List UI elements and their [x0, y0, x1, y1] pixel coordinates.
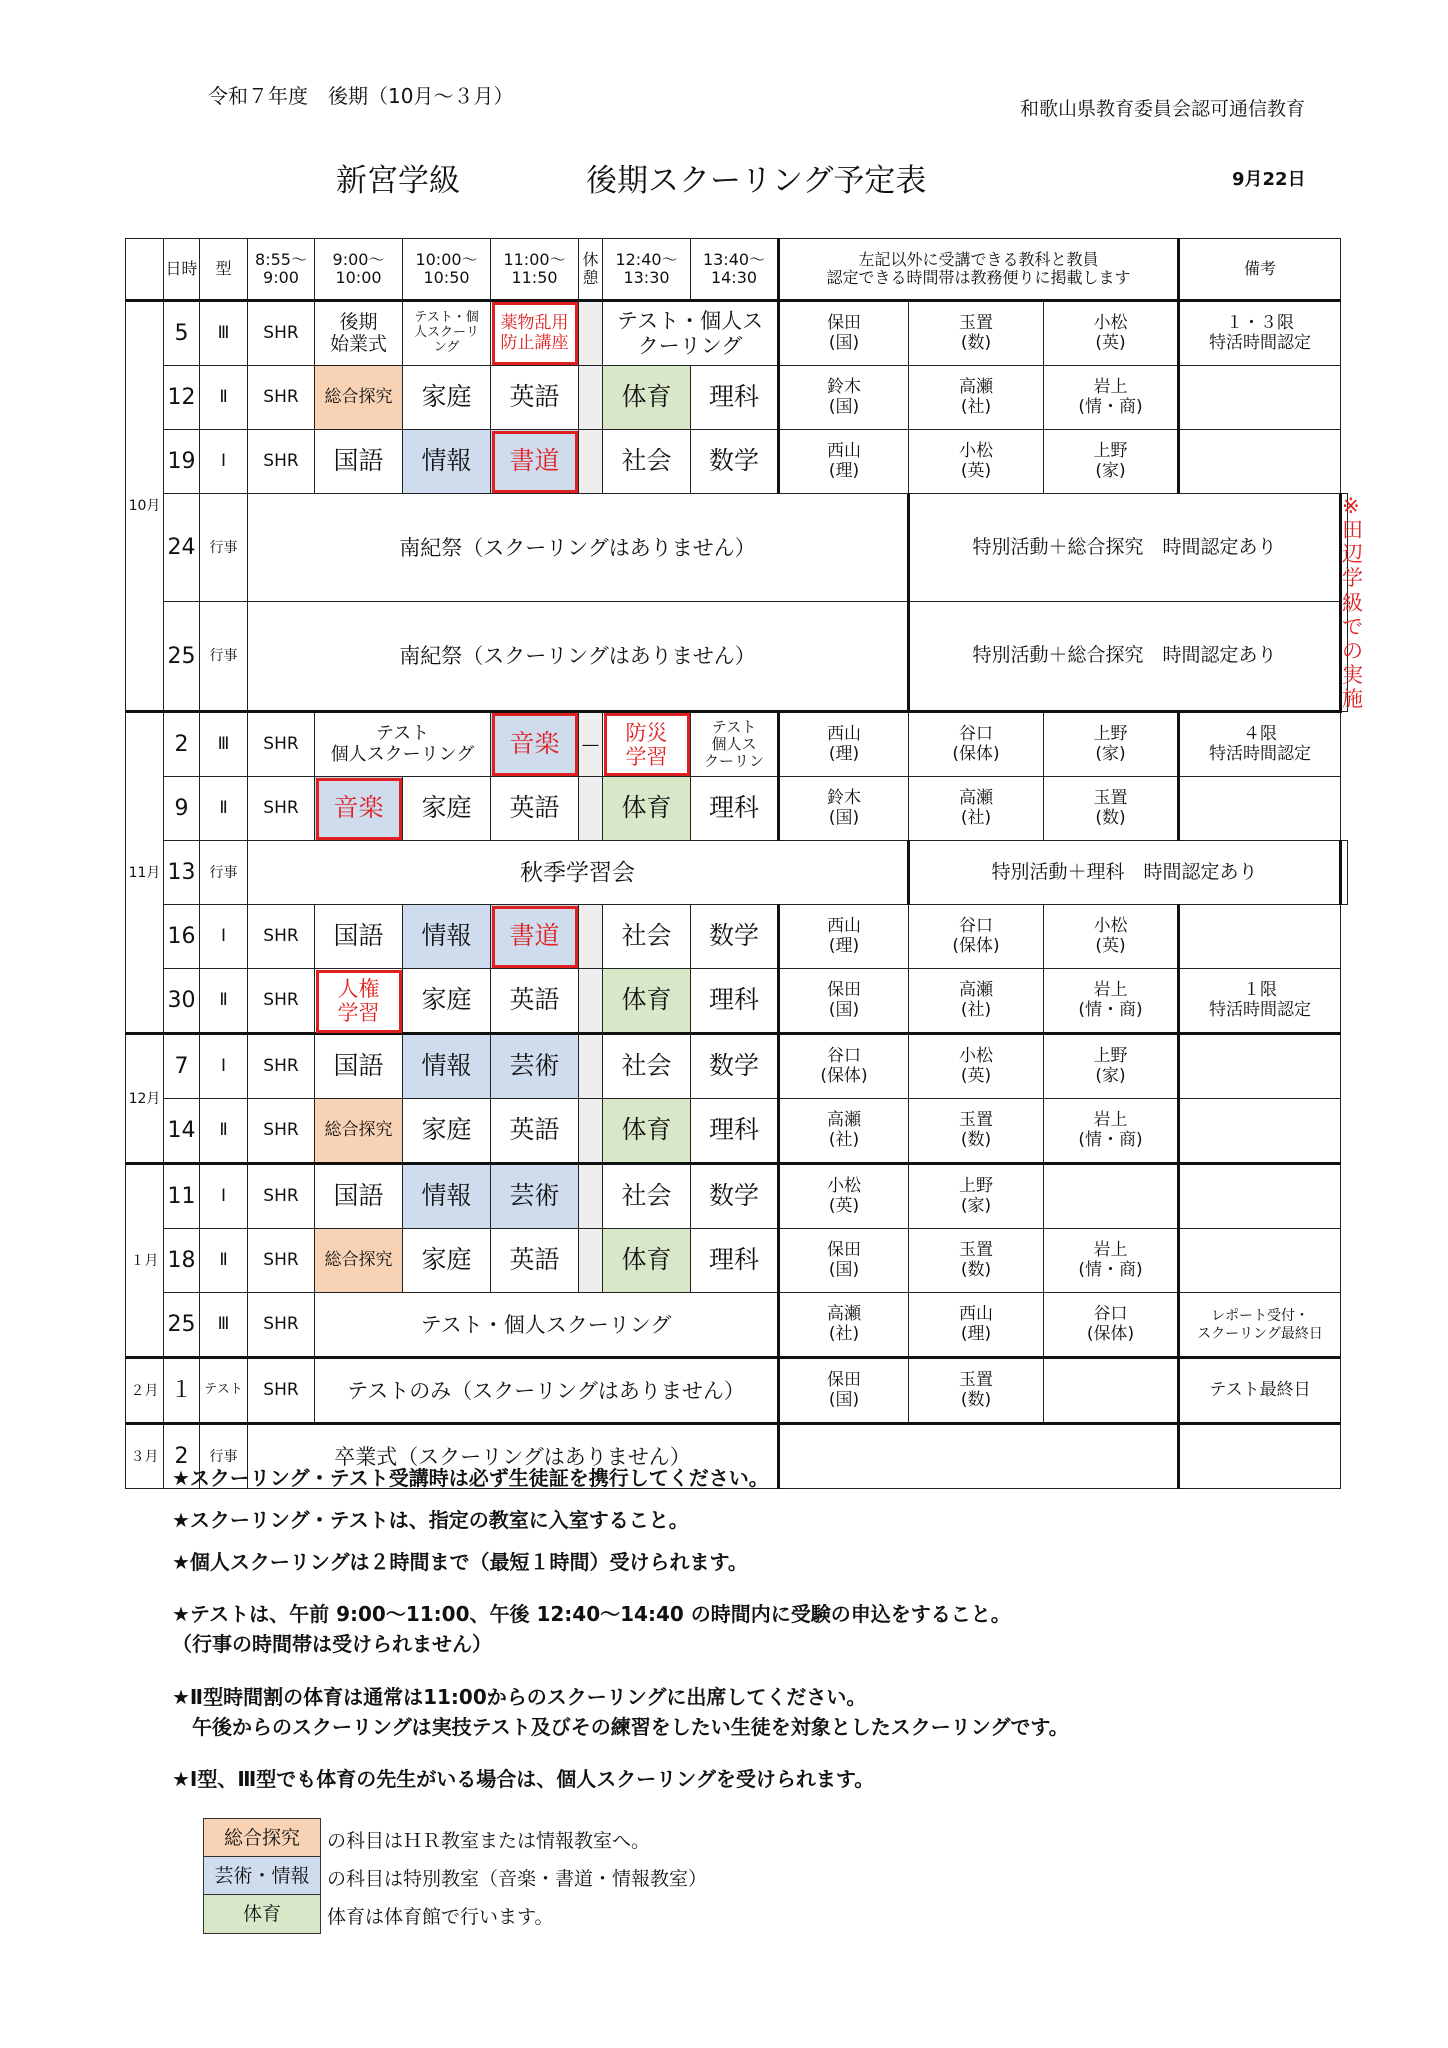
remarks-cell [1179, 1424, 1341, 1489]
row-day: 11 [164, 1164, 200, 1229]
teacher-cell: 上野 (家) [909, 1164, 1044, 1229]
teacher-cell: 保田 (国) [779, 301, 909, 366]
header-month [126, 239, 164, 301]
period-1: 総合探究 [315, 1229, 403, 1293]
row-shr: SHR [248, 1229, 315, 1293]
remarks-cell: テスト最終日 [1179, 1358, 1341, 1424]
month-october: 10月 [126, 301, 164, 712]
period-3: 書道 [491, 905, 579, 969]
teacher-cell [1044, 1164, 1179, 1229]
period-4: 体育 [603, 969, 691, 1034]
table-row [126, 366, 1348, 430]
period-4: 体育 [603, 1229, 691, 1293]
term-label: 令和７年度 後期（10月～３月） [208, 84, 514, 108]
note-item: 午後からのスクーリングは実技テスト及びその練習をしたい生徒を対象としたスクーリングです。 [172, 1715, 1069, 1739]
table-row [126, 1358, 1348, 1424]
row-day: 25 [164, 1293, 200, 1358]
period-2: テスト・個 人スクーリ ング [403, 301, 491, 366]
header-remarks: 備考 [1179, 239, 1341, 301]
row-day: 24 [164, 494, 200, 602]
note-item: ★スクーリング・テスト受講時は必ず生徒証を携行してください。 [172, 1466, 769, 1490]
table-row [126, 301, 1348, 366]
period-2: 家庭 [403, 969, 491, 1034]
row-type: 行事 [200, 494, 248, 602]
period-4: 社会 [603, 1034, 691, 1099]
period-3: 英語 [491, 366, 579, 430]
table-row [126, 712, 1348, 777]
row-day: 18 [164, 1229, 200, 1293]
header-period-4: 12:40～ 13:30 [603, 239, 691, 301]
period-5: 理科 [691, 969, 779, 1034]
legend-text: の科目は特別教室（音楽・書道・情報教室） [327, 1868, 708, 1890]
authority-label: 和歌山県教育委員会認可通信教育 [1020, 98, 1306, 120]
legend-swatch-art-info: 芸術・情報 [203, 1856, 321, 1896]
row-type: Ⅲ [200, 301, 248, 366]
header-period-1: 9:00～ 10:00 [315, 239, 403, 301]
month-november: 11月 [126, 712, 164, 1034]
row-type: Ⅰ [200, 430, 248, 494]
period-3: 書道 [491, 430, 579, 494]
teacher-cell: 谷口 (保体) [909, 712, 1044, 777]
teacher-cell: 上野 (家) [1044, 430, 1179, 494]
teacher-cell: 高瀬 (社) [779, 1099, 909, 1164]
row-day: 2 [164, 712, 200, 777]
row-type: Ⅱ [200, 1229, 248, 1293]
month-december: 12月 [126, 1034, 164, 1164]
month-january: １月 [126, 1164, 164, 1358]
schedule-table [125, 238, 1364, 1489]
period-5: 理科 [691, 777, 779, 841]
month-february: ２月 [126, 1358, 164, 1424]
period-2: 情報 [403, 905, 491, 969]
legend-text: の科目はＨＲ教室または情報教室へ。 [327, 1830, 651, 1852]
teacher-cell: 鈴木 (国) [779, 366, 909, 430]
row-type: 行事 [200, 1424, 248, 1489]
legend-swatch-pe: 体育 [203, 1894, 321, 1934]
period-5: 理科 [691, 1099, 779, 1164]
period-3: 英語 [491, 969, 579, 1034]
teacher-cell: 谷口 (保体) [1044, 1293, 1179, 1358]
event-cell: 南紀祭（スクーリングはありません） [248, 494, 909, 602]
teacher-cell [779, 1424, 1179, 1489]
note-item: ★Ⅰ型、Ⅲ型でも体育の先生がいる場合は、個人スクーリングを受けられます。 [172, 1767, 875, 1791]
row-type: Ⅲ [200, 712, 248, 777]
legend-swatch-sogo: 総合探究 [203, 1818, 321, 1858]
period-1: 後期 始業式 [315, 301, 403, 366]
remarks-cell [1179, 1164, 1341, 1229]
teacher-cell: 高瀬 (社) [779, 1293, 909, 1358]
remarks-cell: １・３限 特活時間認定 [1179, 301, 1341, 366]
period-2: 家庭 [403, 1229, 491, 1293]
teacher-cell: 谷口 (保体) [909, 905, 1044, 969]
period-5: 数学 [691, 1034, 779, 1099]
row-day: 5 [164, 301, 200, 366]
period-2: 情報 [403, 1164, 491, 1229]
table-row [126, 1099, 1348, 1164]
teacher-cell: 玉置 (数) [1044, 777, 1179, 841]
teacher-cell: 西山 (理) [779, 905, 909, 969]
teacher-cell: 岩上 (情・商) [1044, 1229, 1179, 1293]
table-row [126, 841, 1348, 905]
period-5: 数学 [691, 430, 779, 494]
row-day: 25 [164, 602, 200, 712]
teacher-cell [1044, 1358, 1179, 1424]
teacher-cell: 高瀬 (社) [909, 969, 1044, 1034]
break-cell [579, 430, 603, 494]
break-cell [579, 905, 603, 969]
row-type: Ⅰ [200, 1164, 248, 1229]
break-cell [579, 301, 603, 366]
remarks-cell [1179, 777, 1341, 841]
row-type: 行事 [200, 602, 248, 712]
teacher-cell: 高瀬 (社) [909, 777, 1044, 841]
period-1: 国語 [315, 1164, 403, 1229]
period-3: 芸術 [491, 1164, 579, 1229]
remarks-cell [1179, 905, 1341, 969]
header-period-5: 13:40～ 14:30 [691, 239, 779, 301]
teacher-cell: 小松 (英) [779, 1164, 909, 1229]
break-cell [579, 777, 603, 841]
teacher-cell: 上野 (家) [1044, 1034, 1179, 1099]
teacher-cell: 岩上 (情・商) [1044, 366, 1179, 430]
issue-date: 9月22日 [1232, 169, 1306, 190]
row-shr: SHR [248, 1293, 315, 1358]
row-type: Ⅰ [200, 1034, 248, 1099]
period-4: 社会 [603, 1164, 691, 1229]
period-4: 体育 [603, 1099, 691, 1164]
period-3: 芸術 [491, 1034, 579, 1099]
teacher-cell: 小松 (英) [909, 1034, 1044, 1099]
period-2: 情報 [403, 430, 491, 494]
row-type: Ⅱ [200, 969, 248, 1034]
break-cell: ― [579, 712, 603, 777]
legend-text: 体育は体育館で行います。 [327, 1906, 554, 1928]
period-5: 理科 [691, 366, 779, 430]
table-header-row [126, 239, 1348, 301]
row-type: Ⅰ [200, 905, 248, 969]
table-row [126, 1229, 1348, 1293]
month-march: ３月 [126, 1424, 164, 1489]
break-cell [579, 366, 603, 430]
row-shr: SHR [248, 1034, 315, 1099]
teacher-cell: 上野 (家) [1044, 712, 1179, 777]
full-day-block: テストのみ（スクーリングはありません） [315, 1358, 779, 1424]
teacher-cell: 岩上 (情・商) [1044, 1099, 1179, 1164]
period-2: 家庭 [403, 777, 491, 841]
break-cell [579, 1164, 603, 1229]
table-row [126, 430, 1348, 494]
table-row [126, 1034, 1348, 1099]
teacher-cell: 玉置 (数) [909, 301, 1044, 366]
note-item: ★Ⅱ型時間割の体育は通常は11:00からのスクーリングに出席してください。 [172, 1685, 867, 1709]
page-title: 後期スクーリング予定表 [586, 163, 927, 199]
period-3: 英語 [491, 777, 579, 841]
period-4: 体育 [603, 777, 691, 841]
period-3: 英語 [491, 1099, 579, 1164]
period-3: 薬物乱用 防止講座 [491, 301, 579, 366]
row-type: Ⅱ [200, 366, 248, 430]
header-break: 休 憩 [579, 239, 603, 301]
row-type: テスト [200, 1358, 248, 1424]
teacher-cell: 小松 (英) [1044, 905, 1179, 969]
period-1: 総合探究 [315, 366, 403, 430]
period-1: 総合探究 [315, 1099, 403, 1164]
period-2: 情報 [403, 1034, 491, 1099]
teacher-cell: 西山 (理) [779, 712, 909, 777]
period-1: 人権 学習 [315, 969, 403, 1034]
period-5: 数学 [691, 1164, 779, 1229]
period-4: 体育 [603, 366, 691, 430]
period-1: 国語 [315, 905, 403, 969]
period-5: 数学 [691, 905, 779, 969]
teacher-cell: 西山 (理) [909, 1293, 1044, 1358]
period-4: 社会 [603, 430, 691, 494]
full-day-block: テスト・個人スクーリング [315, 1293, 779, 1358]
row-shr: SHR [248, 301, 315, 366]
row-shr: SHR [248, 969, 315, 1034]
teacher-cell: 西山 (理) [779, 430, 909, 494]
teacher-cell: 玉置 (数) [909, 1099, 1044, 1164]
row-shr: SHR [248, 366, 315, 430]
remarks-cell [1179, 430, 1341, 494]
remarks-cell: レポート受付・ スクーリング最終日 [1179, 1293, 1341, 1358]
period-3: 英語 [491, 1229, 579, 1293]
teacher-cell: 小松 (英) [909, 430, 1044, 494]
remarks-cell: １限 特活時間認定 [1179, 969, 1341, 1034]
period-3: 音楽 [491, 712, 579, 777]
period-4: 防災 学習 [603, 712, 691, 777]
event-info: 特別活動＋総合探究 時間認定あり [909, 494, 1341, 602]
teacher-cell: 保田 (国) [779, 1358, 909, 1424]
period-4: 社会 [603, 905, 691, 969]
period-2: 家庭 [403, 366, 491, 430]
row-day: 9 [164, 777, 200, 841]
note-item: ★テストは、午前 9:00～11:00、午後 12:40～14:40 の時間内に受験の申込をすること。 [172, 1602, 1011, 1626]
legend-item [203, 1818, 803, 1858]
table-row [126, 905, 1348, 969]
row-day: １ [164, 1358, 200, 1424]
break-cell [579, 1229, 603, 1293]
teacher-cell: 保田 (国) [779, 969, 909, 1034]
row-day: 7 [164, 1034, 200, 1099]
row-type: Ⅱ [200, 1099, 248, 1164]
period-1: 音楽 [315, 777, 403, 841]
event-cell: 南紀祭（スクーリングはありません） [248, 602, 909, 712]
teacher-cell: 谷口 (保体) [779, 1034, 909, 1099]
remarks-cell: ４限 特活時間認定 [1179, 712, 1341, 777]
period-5: 理科 [691, 1229, 779, 1293]
table-row [126, 494, 1348, 602]
break-cell [579, 1099, 603, 1164]
row-type: Ⅱ [200, 777, 248, 841]
header-period-3: 11:00～ 11:50 [491, 239, 579, 301]
table-row [126, 602, 1348, 712]
remarks-cell: ※田辺学級 での実施 [1342, 494, 1364, 712]
note-item: ★個人スクーリングは２時間まで（最短１時間）受けられます。 [172, 1550, 748, 1574]
teacher-cell: 高瀬 (社) [909, 366, 1044, 430]
row-day: 12 [164, 366, 200, 430]
event-info: 特別活動＋理科 時間認定あり [909, 841, 1341, 905]
header-period-2: 10:00～ 10:50 [403, 239, 491, 301]
remarks-cell [1179, 366, 1341, 430]
full-day-block: 卒業式（スクーリングはありません） [248, 1424, 779, 1489]
header-period-0: 8:55～ 9:00 [248, 239, 315, 301]
row-day: 19 [164, 430, 200, 494]
period-1: 国語 [315, 1034, 403, 1099]
row-shr: SHR [248, 1164, 315, 1229]
period-1: 国語 [315, 430, 403, 494]
row-shr: SHR [248, 430, 315, 494]
header-day: 日時 [164, 239, 200, 301]
row-day: 2 [164, 1424, 200, 1489]
event-cell: 秋季学習会 [248, 841, 909, 905]
table-row [126, 1293, 1348, 1358]
break-cell [579, 969, 603, 1034]
legend-item [203, 1856, 803, 1896]
row-day: 13 [164, 841, 200, 905]
legend-item [203, 1894, 803, 1934]
period-5: テスト 個人ス クーリン [691, 712, 779, 777]
period-1-2: テスト 個人スクーリング [315, 712, 491, 777]
teacher-cell: 玉置 (数) [909, 1358, 1044, 1424]
row-day: 30 [164, 969, 200, 1034]
period-2: 家庭 [403, 1099, 491, 1164]
afternoon-block: テスト・個人ス クーリング [603, 301, 779, 366]
remarks-cell [1179, 1099, 1341, 1164]
break-cell [579, 1034, 603, 1099]
note-item: （行事の時間帯は受けられません） [172, 1632, 492, 1656]
remarks-cell [1179, 1034, 1341, 1099]
teacher-cell: 岩上 (情・商) [1044, 969, 1179, 1034]
table-row [126, 969, 1348, 1034]
table-row [126, 777, 1348, 841]
remarks-cell [1341, 841, 1348, 905]
row-shr: SHR [248, 1099, 315, 1164]
row-day: 16 [164, 905, 200, 969]
teacher-cell: 鈴木 (国) [779, 777, 909, 841]
header-other-teachers: 左記以外に受講できる教科と教員 認定できる時間帯は教務便りに掲載します [779, 239, 1179, 301]
row-shr: SHR [248, 905, 315, 969]
class-name: 新宮学級 [336, 163, 460, 199]
header-type: 型 [200, 239, 248, 301]
row-shr: SHR [248, 712, 315, 777]
row-shr: SHR [248, 777, 315, 841]
remarks-cell [1179, 1229, 1341, 1293]
row-day: 14 [164, 1099, 200, 1164]
row-shr: SHR [248, 1358, 315, 1424]
row-type: Ⅲ [200, 1293, 248, 1358]
teacher-cell: 保田 (国) [779, 1229, 909, 1293]
event-info: 特別活動＋総合探究 時間認定あり [909, 602, 1341, 712]
note-item: ★スクーリング・テストは、指定の教室に入室すること。 [172, 1508, 689, 1532]
teacher-cell: 小松 (英) [1044, 301, 1179, 366]
row-type: 行事 [200, 841, 248, 905]
teacher-cell: 玉置 (数) [909, 1229, 1044, 1293]
table-row [126, 1164, 1348, 1229]
